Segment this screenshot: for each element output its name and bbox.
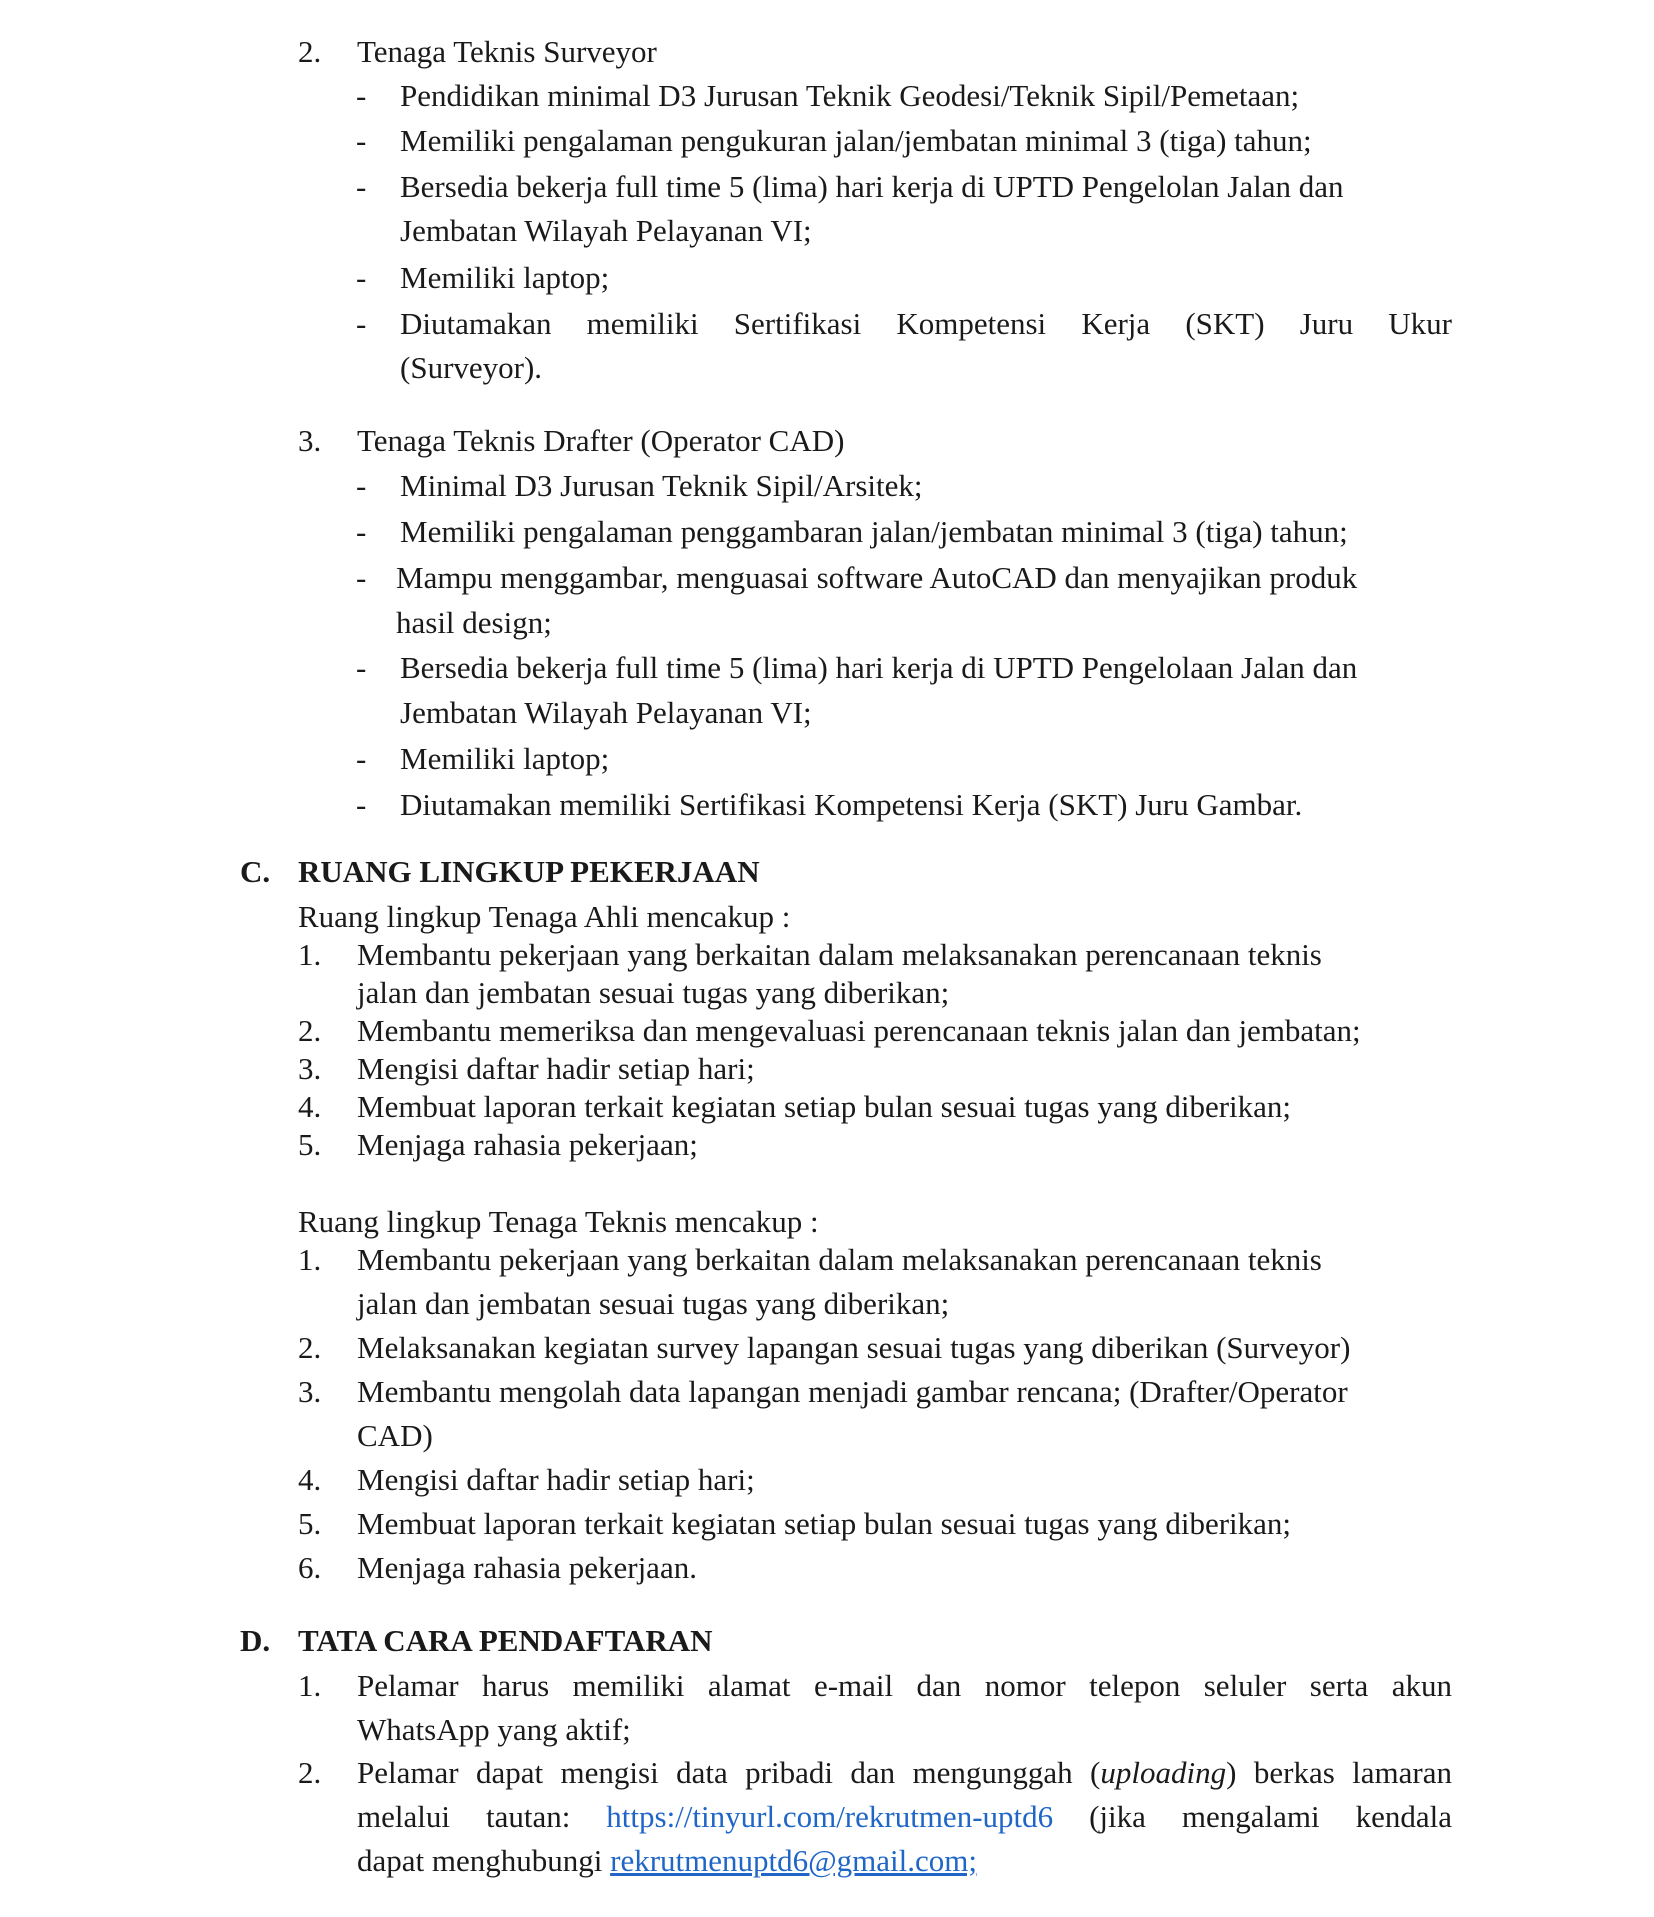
list-item-text: Membuat laporan terkait kegiatan setiap bulan sesuai tugas yang diberikan; [357,1506,1292,1541]
item-title-surveyor: Tenaga Teknis Surveyor [357,34,657,69]
section-title-d: TATA CARA PENDAFTARAN [298,1623,713,1658]
list-item-text-continued: WhatsApp yang aktif; [357,1712,631,1747]
bullet-dash: - [356,741,367,776]
bullet-text: Memiliki laptop; [400,741,610,776]
link-line [357,1801,1452,1832]
list-item-text-continued: jalan dan jembatan sesuai tugas yang diberikan; [357,975,950,1010]
section-letter-d: D. [240,1623,271,1658]
text-run: kendala [1355,1799,1452,1834]
italic-term: uploading [1100,1755,1227,1790]
bullet-text-continued: Jembatan Wilayah Pelayanan VI; [400,695,812,730]
text-run: melalui [357,1799,450,1834]
bullet-text: Memiliki pengalaman pengukuran jalan/jembatan minimal 3 (tiga) tahun; [400,123,1312,158]
email-link[interactable]: rekrutmenuptd6@gmail.com; [610,1843,978,1878]
list-number: 2. [298,1330,322,1365]
bullet-text: Mampu menggambar, menguasai software AutoCAD dan menyajikan produk [396,560,1358,595]
bullet-text: Pendidikan minimal D3 Jurusan Teknik Geodesi/Teknik Sipil/Pemetaan; [400,78,1300,113]
list-item-text: Mengisi daftar hadir setiap hari; [357,1462,755,1497]
list-item-text: Membuat laporan terkait kegiatan setiap bulan sesuai tugas yang diberikan; [357,1089,1292,1124]
list-item-text: Melaksanakan kegiatan survey lapangan sesuai tugas yang diberikan (Surveyor) [357,1330,1351,1365]
item-title-drafter: Tenaga Teknis Drafter (Operator CAD) [357,423,845,458]
list-number: 2. [298,34,322,69]
text-run: ) berkas lamaran [1226,1755,1453,1790]
list-number: 3. [298,423,322,458]
list-number: 4. [298,1089,322,1124]
bullet-dash: - [356,468,367,503]
list-item-text: Membantu memeriksa dan mengevaluasi perencanaan teknis jalan dan jembatan; [357,1013,1361,1048]
text-run: dapat menghubungi [357,1843,611,1878]
list-number: 5. [298,1506,322,1541]
bullet-text: Bersedia bekerja full time 5 (lima) hari kerja di UPTD Pengelolaan Jalan dan [400,650,1358,685]
list-number: 2. [298,1013,322,1048]
list-number: 3. [298,1051,322,1086]
bullet-text-continued: Jembatan Wilayah Pelayanan VI; [400,213,812,248]
bullet-dash: - [356,514,367,549]
list-item-text: Membantu pekerjaan yang berkaitan dalam melaksanakan perencanaan teknis [357,937,1322,972]
bullet-dash: - [356,123,367,158]
list-number: 1. [298,937,322,972]
bullet-dash: - [356,560,367,595]
bullet-dash: - [356,306,367,341]
registration-link[interactable]: https://tinyurl.com/rekrutmen-uptd6 [606,1799,1054,1834]
bullet-dash: - [356,650,367,685]
bullet-text: Bersedia bekerja full time 5 (lima) hari kerja di UPTD Pengelolan Jalan dan [400,169,1344,204]
list-number: 4. [298,1462,322,1497]
list-item-text: Menjaga rahasia pekerjaan. [357,1550,697,1585]
bullet-text: Memiliki laptop; [400,260,610,295]
list-item-text: Mengisi daftar hadir setiap hari; [357,1051,755,1086]
section-letter-c: C. [240,854,271,889]
list-number: 1. [298,1668,322,1703]
list-item-text: Membantu pekerjaan yang berkaitan dalam melaksanakan perencanaan teknis [357,1242,1322,1277]
contact-line [357,1845,977,1876]
list-number: 6. [298,1550,322,1585]
list-number: 5. [298,1127,322,1162]
bullet-dash: - [356,78,367,113]
list-item-text: Menjaga rahasia pekerjaan; [357,1127,698,1162]
bullet-text: Memiliki pengalaman penggambaran jalan/jembatan minimal 3 (tiga) tahun; [400,514,1348,549]
bullet-dash: - [356,787,367,822]
section-intro: Ruang lingkup Tenaga Teknis mencakup : [298,1204,819,1239]
list-item-text-continued: jalan dan jembatan sesuai tugas yang diberikan; [357,1286,950,1321]
bullet-text-continued: hasil design; [396,605,552,640]
bullet-dash: - [356,169,367,204]
list-item-text-continued: CAD) [357,1418,433,1453]
bullet-text: Minimal D3 Jurusan Teknik Sipil/Arsitek; [400,468,923,503]
list-item-text-justified [357,1757,1452,1788]
bullet-text-justified: Diutamakan memiliki Sertifikasi Kompetensi Kerja (SKT) Juru Ukur [400,306,1452,341]
section-intro: Ruang lingkup Tenaga Ahli mencakup : [298,899,791,934]
list-item-text-justified: Pelamar harus memiliki alamat e-mail dan nomor telepon seluler serta akun [357,1668,1452,1703]
list-number: 3. [298,1374,322,1409]
list-number: 2. [298,1755,322,1790]
list-number: 1. [298,1242,322,1277]
text-run: (jika [1089,1799,1146,1834]
bullet-text: Diutamakan memiliki Sertifikasi Kompetensi Kerja (SKT) Juru Gambar. [400,787,1303,822]
list-item-text: Membantu mengolah data lapangan menjadi gambar rencana; (Drafter/Operator [357,1374,1348,1409]
text-run: Pelamar dapat mengisi data pribadi dan mengunggah ( [357,1755,1101,1790]
section-title-c: RUANG LINGKUP PEKERJAAN [298,854,760,889]
bullet-dash: - [356,260,367,295]
bullet-text-continued: (Surveyor). [400,350,543,385]
text-run: mengalami [1181,1799,1320,1834]
text-run: tautan: [485,1799,571,1834]
